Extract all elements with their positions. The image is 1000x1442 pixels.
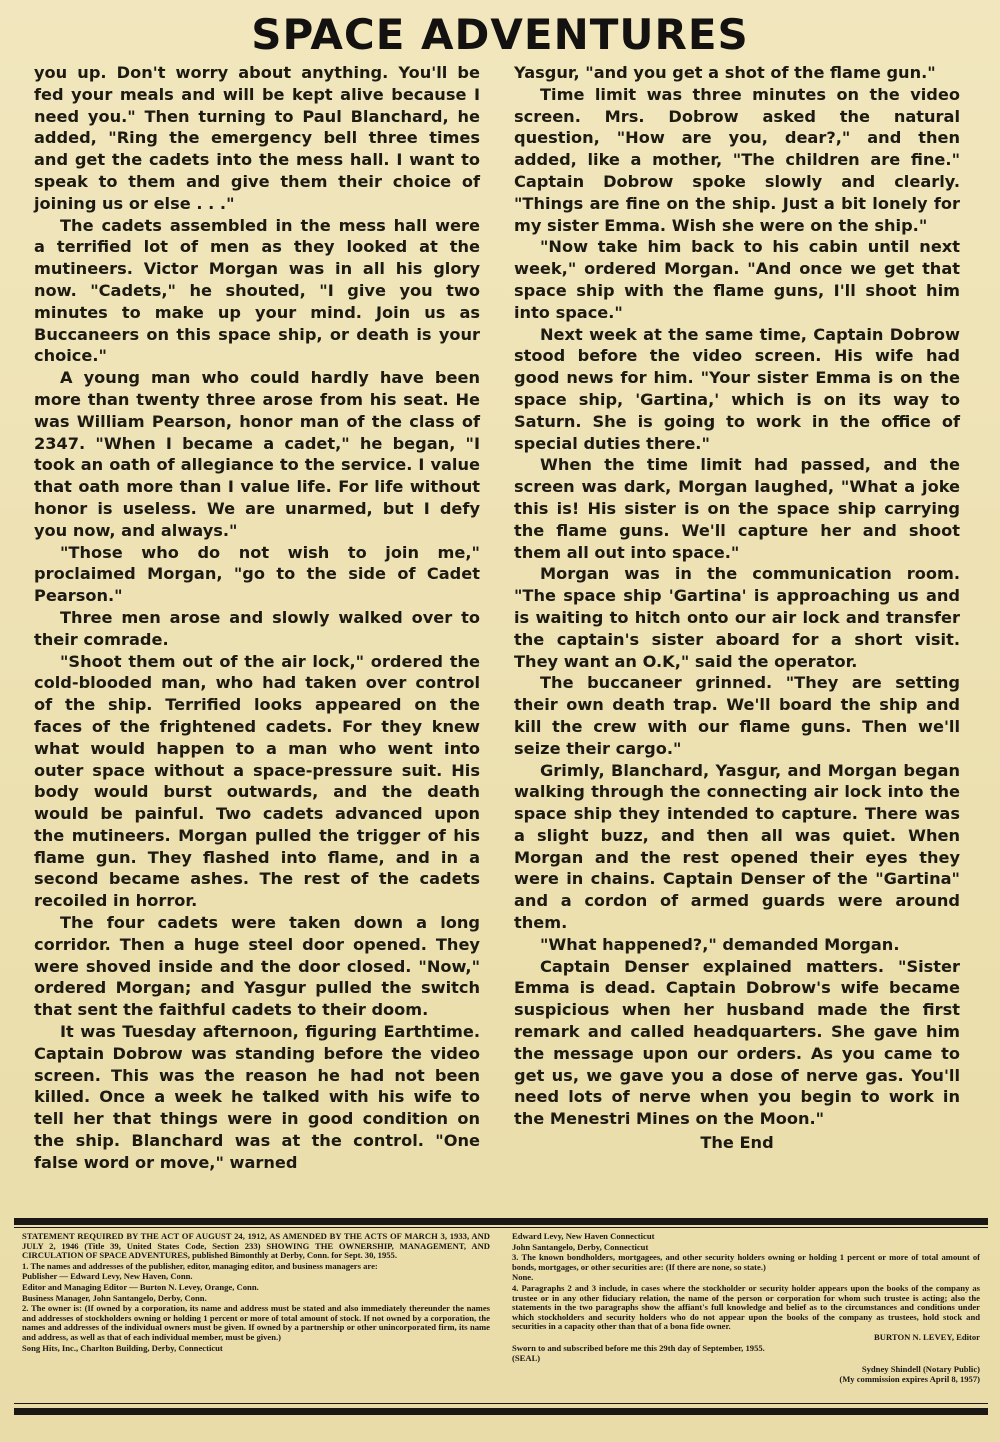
seal-label: (SEAL) — [512, 1353, 541, 1364]
statement-line: Publisher — Edward Levy, New Haven, Conn. — [22, 1271, 193, 1282]
story-paragraph: "Now take him back to his cabin until next week," ordered Morgan. "And once we get that space ship with the flame guns, I'll shoot him into space." — [514, 237, 960, 322]
statement-paragraph: 1. The names and addresses of the publisher, editor, managing editor, and business managers are: — [22, 1260, 378, 1271]
statement-line: Edward Levy, New Haven Connecticut — [512, 1231, 655, 1241]
story-paragraph: you up. Don't worry about anything. You'll be fed your meals and will be kept alive because I need you." Then turning to Paul Blanchard, he added, "Ring the emergency bell three times and get the cadets into the mess hall. I want to speak to them and give them their choice of joining us or else . . ." — [34, 63, 480, 213]
divider-bottom-thin — [14, 1403, 988, 1404]
story-paragraph: "Those who do not wish to join me," proclaimed Morgan, "go to the side of Cadet Pearson." — [34, 542, 480, 606]
story-paragraph: The cadets assembled in the mess hall were a terrified lot of men as they looked at the mutineers. Victor Morgan was in all his glory now. "Cadets," he shouted, "I give you two minutes to make up your mind. Join us as Buccaneers on this space ship, or death is your choice." — [34, 215, 480, 366]
statement-line: Business Manager, John Santangelo, Derby, Conn. — [22, 1292, 207, 1303]
story-paragraph: It was Tuesday afternoon, figuring Earthtime. Captain Dobrow was standing before the video screen. This was the reason he had not been killed. Once a week he talked with his wife to tell her that things were in good condition on the ship. Blanchard was at the control. "One false word or move," warned — [34, 1022, 480, 1172]
statement-paragraph: 4. Paragraphs 2 and 3 include, in cases where the stockholder or security holder appears upon the books of the company as trustee or in any other fiduciary relation, the name of the person or corporation for whom such trustee is acting; also the statements in the two paragraphs show the affiant's full knowledge and belief as to the circumstances and conditions under which stockholders and security holders who do not appear upon the books of the company as trustees, hold stock and securities in a capacity other than that of a bona fide owner. — [512, 1282, 980, 1332]
divider-bottom — [14, 1408, 988, 1415]
story-paragraph: Captain Denser explained matters. "Sister Emma is dead. Captain Dobrow's wife became suspicious when her husband made the first remark and called headquarters. She gave him the message upon our orders. As you came to get us, we gave you a dose of nerve gas. You'll need lots of nerve when you begin to work in the Menestri Mines on the Moon." — [514, 956, 960, 1129]
divider-top — [14, 1218, 988, 1225]
story-paragraph: Next week at the same time, Captain Dobrow stood before the video screen. His wife had good news for him. "Your sister Emma is on the space ship, 'Gartina,' which is on its way to Saturn. She is going to work in the office of special duties there." — [514, 324, 960, 453]
story-paragraph: The four cadets were taken down a long corridor. Then a huge steel door opened. They were shoved inside and the door closed. "Now," ordered Morgan; and Yasgur pulled the switch that sent the faithful cadets to their doom. — [34, 913, 480, 1020]
notary-name: Sydney Shindell (Notary Public) — [861, 1363, 980, 1374]
story-paragraph: Time limit was three minutes on the video screen. Mrs. Dobrow asked the natural question, "How are you, dear?," and then added, like a mother, "The children are fine." Captain Dobrow spoke slowly and clearly. "Things are fine on the ship. Just a bit lonely for my sister Emma. Wish she were on the ship." — [514, 84, 960, 235]
story-column-right — [514, 62, 960, 1154]
statement-line: Song Hits, Inc., Charlton Building, Derby, Connecticut — [22, 1342, 223, 1353]
statement-paragraph: 3. The known bondholders, mortgagees, and other security holders owning or holding 1 percent or more of total amount of bonds, mortgages, or other securities are: (If there are none, so state.) — [512, 1252, 980, 1272]
story-paragraph: Morgan was in the communication room. "The space ship 'Gartina' is approaching us and is waiting to hitch onto our air lock and transfer the captain's sister aboard for a short visit. They want an O.K," said the operator. — [514, 564, 960, 671]
statement-paragraph: 2. The owner is: (If owned by a corporation, its name and address must be stated and also immediately thereunder the names and addresses of stockholders owning or holding 1 percent or more of total amount of stock. If not owned by a corporation, the names and addresses of the individual owners must be given. If owned by a partnership or other unincorporated firm, its name and address, as well as that of each individual member, must be given.) — [22, 1303, 490, 1342]
story-paragraph: Yasgur, "and you get a shot of the flame gun." — [514, 63, 936, 82]
statement-line: None. — [512, 1272, 534, 1283]
divider-top-thin — [14, 1227, 988, 1228]
ownership-statement-right — [512, 1232, 980, 1386]
page-title: SPACE ADVENTURES — [251, 10, 749, 59]
story-paragraph: When the time limit had passed, and the screen was dark, Morgan laughed, "What a joke this is! His sister is on the space ship carrying the flame guns. We'll capture her and shoot them all out into space." — [514, 455, 960, 562]
statement-line: John Santangelo, Derby, Connecticut — [512, 1241, 649, 1252]
sworn-line: Sworn to and subscribed before me this 29th day of September, 1955. — [512, 1342, 765, 1353]
story-paragraph: "What happened?," demanded Morgan. — [540, 934, 900, 954]
statement-paragraph: STATEMENT REQUIRED BY THE ACT OF AUGUST 24, 1912, AS AMENDED BY THE ACTS OF MARCH 3, 1933, AND JULY 2, 1946 (Title 39, United States Code, Section 233) SHOWING THE OWNERSHIP, MANAGEMENT, AND CIRCULATION OF SPACE ADVENTURES, published Bimonthly at Derby, Conn. for Sept. 30, 1955. — [22, 1231, 490, 1261]
story-paragraph: Three men arose and slowly walked over to their comrade. — [34, 607, 480, 649]
story-paragraph: The buccaneer grinned. "They are setting their own death trap. We'll board the ship and kill the crew with our flame guns. Then we'll seize their cargo." — [514, 673, 960, 758]
story-paragraph: "Shoot them out of the air lock," ordered the cold-blooded man, who had taken over control of the ship. Terrified looks appeared on the faces of the frightened cadets. For they knew what would happen to a man who went into outer space without a space-pressure suit. His body would burst outwards, and the death would be painful. Two cadets advanced upon the mutineers. Morgan pulled the trigger of his flame gun. They flashed into flame, and in a second became ashes. The rest of the cadets recoiled in horror. — [34, 651, 480, 911]
editor-signature: BURTON N. LEVEY, Editor — [874, 1331, 980, 1342]
story-paragraph: A young man who could hardly have been more than twenty three arose from his seat. He was William Pearson, honor man of the class of 2347. "When I became a cadet," he began, "I took an oath of allegiance to the service. I value that oath more than I value life. For life without honor is useless. We are unarmed, but I defy you now, and always." — [34, 368, 480, 540]
statement-line: Editor and Managing Editor — Burton N. Levey, Orange, Conn. — [22, 1281, 259, 1292]
story-column-left — [34, 62, 480, 1174]
ownership-statement-left — [22, 1232, 490, 1354]
story-paragraph: Grimly, Blanchard, Yasgur, and Morgan began walking through the connecting air lock into the space ship they intended to capture. There was a slight buzz, and then all was quiet. When Morgan and the rest opened their eyes they were in chains. Captain Denser of the "Gartina" and a cordon of armed guards were around them. — [514, 760, 960, 933]
notary-commission: (My commission expires April 8, 1957) — [839, 1374, 980, 1385]
story-end-mark: The End — [700, 1133, 774, 1153]
